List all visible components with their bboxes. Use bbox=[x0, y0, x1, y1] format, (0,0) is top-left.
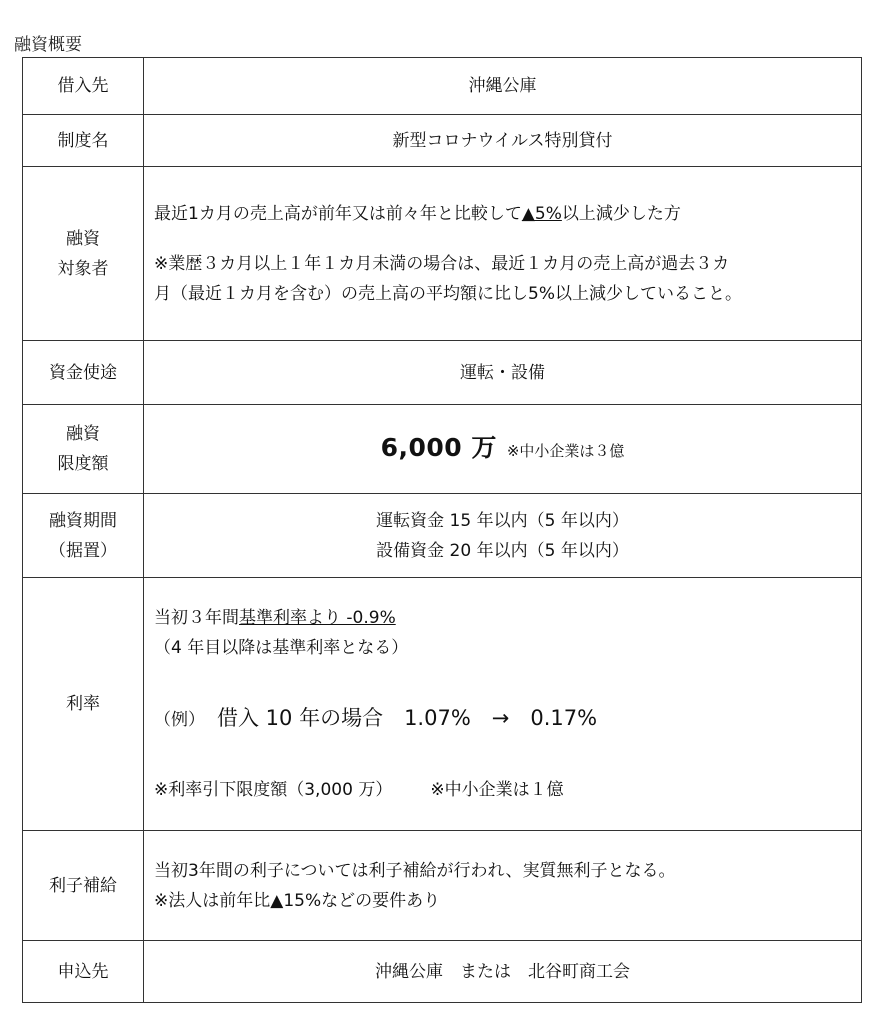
eligibility-criteria-post: 以上減少した方 bbox=[561, 203, 681, 224]
rate-value bbox=[144, 578, 862, 831]
eligibility-note-line2: 月（最近１カ月を含む）の売上高の平均額に比し5%以上減少していること。 bbox=[154, 283, 742, 304]
term-label-line2: （据置） bbox=[49, 540, 117, 561]
limit-note: ※中小企業は３億 bbox=[506, 441, 625, 460]
eligibility-value bbox=[144, 167, 862, 341]
term-label bbox=[23, 494, 144, 578]
rate-line1-underlined: 基準利率より -0.9% bbox=[239, 608, 396, 628]
limit-label-line1: 融資 bbox=[66, 424, 100, 444]
term-equipment: 設備資金 20 年以内（5 年以内） bbox=[376, 540, 629, 561]
program-value: 新型コロナウイルス特別貸付 bbox=[144, 115, 862, 167]
eligibility-label-line1: 融資 bbox=[66, 228, 100, 249]
table-row-limit bbox=[23, 405, 862, 494]
eligibility-note-line1: ※業歴３カ月以上１年１カ月未満の場合は、最近１カ月の売上高が過去３カ bbox=[154, 253, 730, 274]
subsidy-label: 利子補給 bbox=[23, 831, 144, 941]
rate-line1 bbox=[154, 603, 853, 633]
table-row-subsidy bbox=[23, 831, 862, 941]
table-row-use-of-funds bbox=[23, 341, 862, 405]
rate-line2: （4 年目以降は基準利率となる） bbox=[154, 638, 409, 658]
table-row-program bbox=[23, 115, 862, 167]
apply-value: 沖縄公庫 または 北谷町商工会 bbox=[144, 941, 862, 1003]
apply-label: 申込先 bbox=[23, 941, 144, 1003]
lender-value: 沖縄公庫 bbox=[144, 58, 862, 115]
term-value bbox=[144, 494, 862, 578]
table-row-lender bbox=[23, 58, 862, 115]
eligibility-criteria-emphasis: ▲5% bbox=[521, 203, 562, 224]
table-row-eligibility bbox=[23, 167, 862, 341]
subsidy-line2: ※法人は前年比▲15%などの要件あり bbox=[154, 890, 441, 911]
rate-label: 利率 bbox=[23, 578, 144, 831]
limit-label-line2: 限度額 bbox=[57, 454, 109, 474]
rate-notes bbox=[154, 775, 853, 805]
rate-note-sme: ※中小企業は１億 bbox=[430, 780, 564, 800]
limit-label bbox=[23, 405, 144, 494]
eligibility-label bbox=[23, 167, 144, 341]
table-row-apply bbox=[23, 941, 862, 1003]
loan-summary-table bbox=[22, 57, 862, 1003]
lender-label: 借入先 bbox=[23, 58, 144, 115]
limit-value bbox=[144, 405, 862, 494]
program-label: 制度名 bbox=[23, 115, 144, 167]
table-row-rate bbox=[23, 578, 862, 831]
rate-note-limit: ※利率引下限度額（3,000 万） bbox=[154, 780, 393, 800]
eligibility-criteria-pre: 最近1カ月の売上高が前年又は前々年と比較して bbox=[154, 203, 522, 224]
rate-example-body: 借入 10 年の場合 1.07% → 0.17% bbox=[217, 706, 598, 730]
eligibility-criteria bbox=[154, 199, 853, 229]
subsidy-value bbox=[144, 831, 862, 941]
limit-amount: 6,000 万 bbox=[380, 432, 497, 462]
use-of-funds-value: 運転・設備 bbox=[144, 341, 862, 405]
rate-example-prefix: （例） bbox=[154, 710, 205, 730]
rate-example bbox=[154, 703, 853, 735]
subsidy-line1: 当初3年間の利子については利子補給が行われ、実質無利子となる。 bbox=[154, 860, 676, 881]
use-of-funds-label: 資金使途 bbox=[23, 341, 144, 405]
term-label-line1: 融資期間 bbox=[49, 510, 117, 531]
eligibility-label-line2: 対象者 bbox=[57, 258, 109, 279]
rate-line1-pre: 当初３年間 bbox=[154, 608, 239, 628]
page-title: 融資概要 bbox=[14, 35, 82, 55]
term-operating: 運転資金 15 年以内（5 年以内） bbox=[376, 510, 629, 531]
table-row-term bbox=[23, 494, 862, 578]
